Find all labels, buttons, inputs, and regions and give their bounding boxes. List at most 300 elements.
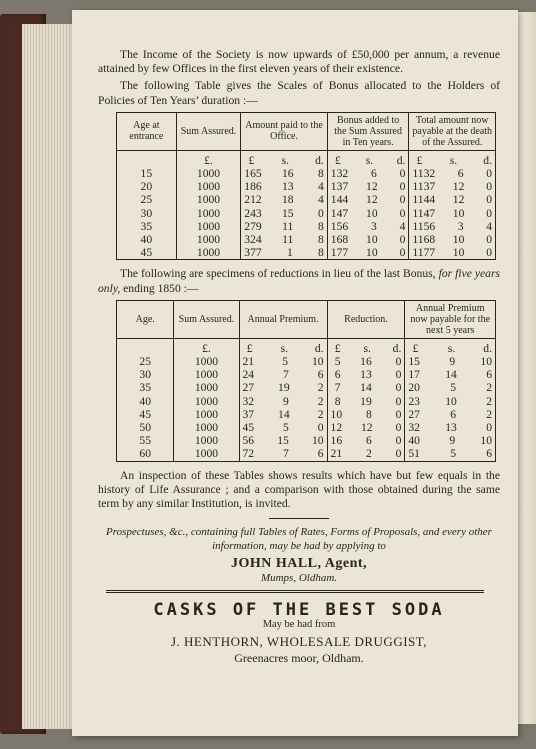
age-cell: 50: [117, 421, 174, 434]
total-cell-part: 1144: [412, 193, 436, 207]
now-payable-cell-part: 6: [450, 407, 456, 421]
total-cell: [409, 180, 496, 193]
amount-paid-cell: [241, 220, 328, 233]
amount-paid-cell-part: 11: [282, 219, 294, 233]
now-payable-cell-part: 6: [486, 368, 492, 382]
reductions-table-unit-label: s.: [363, 341, 371, 355]
now-payable-cell-part: 27: [408, 407, 420, 421]
now-payable-cell-part: 23: [408, 394, 420, 408]
sum-cell: 1000: [176, 233, 241, 246]
bonus-cell-part: 0: [399, 233, 406, 247]
amount-paid-cell-part: 0: [318, 206, 324, 220]
reductions-intro-end: ending 1850 :—: [123, 281, 199, 295]
double-rule: [106, 590, 484, 593]
col-annual-premium: Annual Premium.: [239, 300, 327, 338]
reduction-cell-part: 12: [330, 421, 343, 435]
col-sum-assured-2: Sum Assured.: [174, 300, 239, 338]
reduction-cell-part: 0: [395, 434, 402, 448]
total-cell: [409, 220, 496, 233]
total-cell-parts: [412, 167, 492, 180]
sum-cell: 1000: [174, 368, 239, 381]
reductions-table-unit-label: d.: [314, 341, 324, 355]
table-row: [117, 193, 496, 206]
reduction-cell-part: 21: [330, 447, 343, 461]
amount-paid-cell-part: 15: [281, 206, 294, 220]
amount-paid-cell-part: 13: [281, 180, 294, 194]
amount-paid-cell-part: 324: [244, 233, 262, 247]
premium-cell-parts: [243, 447, 324, 460]
bonus-table: [116, 112, 496, 261]
premium-cell-parts: [243, 368, 324, 381]
total-cell-part: 0: [486, 180, 492, 194]
amount-paid-cell-parts: [244, 193, 324, 206]
col-sum-assured: Sum Assured.: [176, 112, 241, 150]
total-cell-part: 1168: [412, 233, 436, 247]
now-payable-cell-part: 20: [408, 381, 420, 395]
sum-cell: 1000: [174, 381, 239, 394]
amount-paid-cell: [241, 193, 328, 206]
table-row: [117, 246, 496, 260]
reduction-cell-part: 6: [365, 434, 372, 448]
amount-paid-cell-part: 377: [244, 246, 262, 260]
now-payable-cell-part: 10: [480, 434, 492, 448]
income-paragraph: The Income of the Society is now upwards of £50,000 per annum, a revenue attained by few Offices in the first eleven years of their existence.: [98, 48, 500, 76]
sum-cell: 1000: [176, 220, 241, 233]
total-cell-part: 6: [457, 167, 464, 181]
premium-cell-parts: [243, 355, 324, 368]
amount-paid-cell-parts: [244, 246, 324, 259]
table-row: [117, 395, 496, 408]
table-row: [117, 233, 496, 246]
premium-cell-parts: [243, 421, 324, 434]
bonus-cell-part: 156: [330, 219, 349, 233]
bonus-cell: [327, 180, 409, 193]
total-cell-part: 1137: [412, 180, 436, 194]
reductions-table-unit-label: £: [412, 341, 419, 355]
reduction-cell-part: 6: [334, 368, 341, 382]
premium-cell-part: 19: [278, 381, 290, 395]
agent-name: JOHN HALL, Agent,: [230, 555, 368, 571]
reduction-cell-part: 14: [360, 381, 372, 395]
reduction-cell-parts: [331, 447, 402, 460]
bonus-table-unit-label: £: [248, 153, 255, 167]
bonus-cell-part: 132: [330, 167, 349, 181]
amount-paid-cell: [241, 180, 328, 193]
premium-cell-part: 7: [283, 447, 289, 461]
premium-cell-part: 6: [317, 447, 324, 461]
reductions-table-units-money: [405, 338, 496, 355]
total-cell-part: 10: [452, 206, 465, 220]
reduction-cell: [327, 368, 405, 381]
age-cell: 15: [117, 167, 177, 180]
reduction-cell-part: 0: [395, 394, 402, 408]
amount-paid-cell-part: 165: [244, 167, 262, 181]
reduction-cell: [327, 381, 405, 394]
reduction-cell: [327, 395, 405, 408]
bonus-cell-part: 168: [330, 233, 349, 247]
total-cell-part: 4: [486, 219, 492, 233]
premium-cell-parts: [243, 381, 324, 394]
premium-cell-part: 5: [283, 421, 289, 435]
amount-paid-cell: [241, 246, 328, 260]
now-payable-cell: [405, 434, 496, 447]
premium-cell: [239, 381, 327, 394]
page-content: [98, 48, 500, 665]
bonus-table-unit-label: s.: [449, 153, 458, 167]
age-cell: 30: [117, 368, 174, 381]
reduction-cell-part: 7: [334, 381, 341, 395]
bonus-cell: [327, 233, 409, 246]
page-stack-left: [22, 24, 74, 729]
total-cell-parts: [412, 193, 492, 206]
total-cell-part: 10: [452, 246, 465, 260]
now-payable-cell: [405, 355, 496, 368]
reductions-intro-paragraph: [98, 267, 500, 295]
now-payable-cell-part: 15: [408, 355, 420, 369]
reduction-cell-part: 16: [360, 355, 372, 369]
now-payable-cell-part: 17: [408, 368, 420, 382]
soda-advert-subtitle: May be had from: [262, 619, 336, 631]
now-payable-cell: [405, 408, 496, 421]
reductions-table: [116, 300, 496, 462]
reduction-cell: [327, 408, 405, 421]
reduction-cell-parts: [331, 368, 402, 381]
premium-cell-part: 21: [242, 355, 255, 369]
bonus-cell-part: 0: [399, 246, 406, 260]
bonus-table-units-money: [241, 150, 328, 167]
premium-cell-part: 6: [317, 368, 324, 382]
bonus-cell: [327, 193, 409, 206]
total-cell: [409, 246, 496, 260]
total-cell-part: 1147: [412, 206, 436, 220]
bonus-cell-part: 147: [330, 206, 349, 220]
reduction-cell-parts: [331, 421, 402, 434]
bonus-cell-part: 0: [399, 180, 406, 194]
bonus-table-unit-label: d.: [315, 153, 324, 167]
bonus-cell-part: 10: [366, 233, 378, 247]
reductions-table-units-sum: £.: [174, 338, 239, 355]
reductions-intro-italic: for five years only,: [98, 267, 501, 295]
bonus-table-units-sum: £.: [176, 150, 241, 167]
amount-paid-cell-part: 1: [286, 246, 293, 260]
premium-cell: [239, 368, 327, 381]
now-payable-cell-part: 2: [486, 394, 492, 408]
premium-cell-part: 2: [317, 381, 324, 395]
age-cell: 60: [117, 447, 174, 461]
bonus-table-units-row: [117, 150, 496, 167]
bonus-cell-part: 12: [366, 193, 378, 207]
age-cell: 35: [117, 381, 174, 394]
reduction-cell-part: 12: [360, 421, 373, 435]
reduction-cell: [327, 434, 405, 447]
reductions-table-units-money: [239, 338, 327, 355]
age-cell: 55: [117, 434, 174, 447]
table-row: [117, 421, 496, 434]
reduction-cell-part: 16: [330, 434, 343, 448]
premium-cell-part: 72: [242, 447, 255, 461]
sum-cell: 1000: [176, 246, 241, 260]
reduction-cell-parts: [331, 355, 402, 368]
total-cell-part: 1132: [412, 167, 436, 181]
druggist-address: Greenacres moor, Oldham.: [234, 650, 364, 665]
bonus-table-unit-label: d.: [483, 153, 492, 167]
premium-cell-part: 27: [242, 381, 255, 395]
now-payable-cell: [405, 381, 496, 394]
reductions-table-units-row: [117, 338, 496, 355]
sum-cell: 1000: [176, 180, 241, 193]
bonus-table-units-parts: [412, 154, 492, 167]
now-payable-cell-part: 5: [450, 447, 456, 461]
amount-paid-cell-part: 243: [244, 206, 262, 220]
amount-paid-cell-part: 186: [244, 180, 262, 194]
premium-cell: [239, 395, 327, 408]
sum-cell: 1000: [176, 207, 241, 220]
bonus-table-unit-label: £: [416, 153, 423, 167]
reductions-table-unit-label: s.: [447, 341, 456, 355]
total-cell-part: 3: [457, 219, 464, 233]
reductions-table-body: [117, 338, 496, 461]
bonus-cell-part: 0: [399, 206, 406, 220]
bonus-cell: [327, 167, 409, 180]
bonus-cell-part: 3: [371, 219, 377, 233]
now-payable-cell-parts: [408, 355, 492, 368]
reduction-cell-part: 10: [330, 407, 343, 421]
bonus-cell-part: 0: [399, 167, 406, 181]
total-cell-part: 0: [486, 167, 492, 181]
age-cell: 30: [117, 207, 177, 220]
now-payable-cell-part: 10: [445, 394, 457, 408]
bonus-cell-part: 6: [371, 167, 377, 181]
reductions-table-units-age: [117, 338, 174, 355]
now-payable-cell-part: 6: [486, 447, 492, 461]
bonus-table-units-money: [409, 150, 496, 167]
now-payable-cell-part: 9: [449, 355, 456, 369]
amount-paid-cell-part: 212: [244, 193, 262, 207]
total-cell-parts: [412, 246, 492, 259]
reduction-cell-part: 0: [395, 421, 402, 435]
reduction-cell-part: 0: [395, 355, 402, 369]
bonus-cell-part: 12: [366, 180, 378, 194]
now-payable-cell-part: 13: [445, 421, 457, 435]
bonus-cell-part: 144: [330, 193, 349, 207]
now-payable-cell-part: 32: [408, 421, 420, 435]
bonus-table-unit-label: d.: [396, 153, 406, 167]
bonus-table-units-parts: [331, 154, 406, 167]
age-cell: 25: [117, 355, 174, 368]
total-cell-part: 0: [486, 206, 492, 220]
total-cell-part: 0: [486, 193, 492, 207]
table-row: [117, 167, 496, 180]
premium-cell-part: 7: [283, 368, 289, 382]
age-cell: 25: [117, 193, 177, 206]
soda-advert-title: CASKS OF THE BEST SODA: [153, 600, 445, 621]
reductions-table-unit-label: s.: [280, 341, 289, 355]
bonus-intro-paragraph: The following Table gives the Scales of Bonus allocated to the Holders of Policies of Ten Years’ duration :—: [98, 79, 500, 107]
bonus-cell-parts: [331, 220, 406, 233]
premium-cell-part: 37: [242, 407, 255, 421]
table-row: [117, 447, 496, 461]
sum-cell: 1000: [174, 395, 239, 408]
reduction-cell-part: 0: [395, 368, 402, 382]
premium-cell: [239, 408, 327, 421]
amount-paid-cell: [241, 207, 328, 220]
reductions-table-unit-label: £: [246, 341, 253, 355]
premium-cell-part: 10: [311, 355, 324, 369]
now-payable-cell: [405, 395, 496, 408]
reductions-table-unit-label: d.: [392, 341, 402, 355]
amount-paid-cell-part: 8: [318, 167, 324, 181]
premium-cell-part: 32: [242, 394, 255, 408]
now-payable-cell-parts: [408, 447, 492, 460]
now-payable-cell-parts: [408, 381, 492, 394]
bonus-cell: [327, 246, 409, 260]
premium-cell: [239, 447, 327, 461]
amount-paid-cell-part: 11: [282, 233, 294, 247]
premium-cell-part: 14: [278, 407, 290, 421]
now-payable-cell: [405, 368, 496, 381]
sum-cell: 1000: [176, 193, 241, 206]
amount-paid-cell-part: 4: [318, 180, 324, 194]
total-cell: [409, 233, 496, 246]
now-payable-cell-parts: [408, 395, 492, 408]
reduction-cell-part: 0: [395, 381, 402, 395]
amount-paid-cell-part: 8: [317, 219, 324, 233]
premium-cell-part: 2: [317, 407, 324, 421]
premium-cell-part: 9: [283, 394, 289, 408]
bonus-cell-parts: [331, 233, 406, 246]
now-payable-cell-part: 10: [480, 355, 492, 369]
col-total-payable: Total amount now payable at the death of the Assured.: [409, 112, 496, 150]
bonus-cell-part: 0: [399, 193, 406, 207]
reductions-table-units-money: [327, 338, 405, 355]
now-payable-cell-part: 5: [450, 381, 456, 395]
table-row: [117, 180, 496, 193]
book-page: [72, 10, 518, 736]
agent-location: Mumps, Oldham.: [260, 571, 338, 584]
col-bonus-added: Bonus added to the Sum Assured in Ten years.: [327, 112, 409, 150]
col-amount-paid: Amount paid to the Office.: [241, 112, 328, 150]
total-cell-parts: [412, 220, 492, 233]
total-cell-part: 0: [486, 246, 492, 260]
reduction-cell-part: 5: [334, 355, 341, 369]
amount-paid-cell-parts: [244, 207, 324, 220]
sum-cell: 1000: [174, 408, 239, 421]
amount-paid-cell: [241, 167, 328, 180]
reduction-cell-part: 8: [334, 394, 341, 408]
reductions-table-units-parts: [331, 342, 402, 355]
bonus-cell-parts: [331, 246, 406, 259]
age-cell: 45: [117, 408, 174, 421]
age-cell: 20: [117, 180, 177, 193]
sum-cell: 1000: [174, 447, 239, 461]
now-payable-cell-part: 2: [486, 407, 492, 421]
total-cell-parts: [412, 233, 492, 246]
reduction-cell-part: 0: [395, 447, 402, 461]
total-cell-part: 12: [452, 193, 465, 207]
premium-cell-part: 45: [242, 421, 255, 435]
amount-paid-cell-part: 4: [318, 193, 324, 207]
premium-cell-parts: [243, 395, 324, 408]
bonus-table-units-age: [117, 150, 177, 167]
now-payable-cell: [405, 447, 496, 461]
premium-cell-part: 15: [277, 434, 289, 448]
total-cell-part: 12: [452, 180, 465, 194]
age-cell: 40: [117, 233, 177, 246]
inspection-paragraph: An inspection of these Tables shows results which have but few equals in the history of Life Assurance ; and a comparison with those obtained during the same term by any similar Institution, is invited.: [98, 468, 500, 511]
sum-cell: 1000: [176, 167, 241, 180]
bonus-cell-part: 177: [330, 246, 349, 260]
total-cell: [409, 193, 496, 206]
premium-cell-part: 2: [317, 394, 324, 408]
premium-cell-parts: [243, 408, 324, 421]
reduction-cell-part: 13: [360, 368, 372, 382]
amount-paid-cell-parts: [244, 220, 324, 233]
table-row: [117, 381, 496, 394]
premium-cell: [239, 434, 327, 447]
amount-paid-cell-parts: [244, 180, 324, 193]
sum-cell: 1000: [174, 355, 239, 368]
reductions-table-unit-label: £: [334, 341, 341, 355]
now-payable-cell: [405, 421, 496, 434]
reductions-intro-text: The following are specimens of reductions in lieu of the last Bonus,: [120, 267, 436, 281]
table-row: [117, 368, 496, 381]
total-cell-part: 0: [486, 233, 492, 247]
age-cell: 35: [117, 220, 177, 233]
amount-paid-cell: [241, 233, 328, 246]
premium-cell-part: 0: [317, 421, 324, 435]
bonus-cell-part: 10: [366, 246, 378, 260]
amount-paid-cell-part: 8: [318, 246, 324, 260]
now-payable-cell-part: 14: [445, 368, 457, 382]
table-row: [117, 434, 496, 447]
now-payable-cell-part: 9: [449, 434, 456, 448]
now-payable-cell-parts: [408, 368, 492, 381]
total-cell-parts: [412, 207, 492, 220]
reductions-table-units-parts: [408, 342, 492, 355]
col-reduction: Reduction.: [327, 300, 405, 338]
reduction-cell-parts: [331, 381, 402, 394]
bonus-table-unit-label: £: [335, 153, 341, 167]
total-cell-part: 1177: [412, 246, 436, 260]
table-row: [117, 207, 496, 220]
premium-cell-part: 5: [282, 355, 289, 369]
total-cell-parts: [412, 180, 492, 193]
now-payable-cell-part: 40: [408, 434, 420, 448]
total-cell: [409, 207, 496, 220]
age-cell: 40: [117, 395, 174, 408]
premium-cell: [239, 355, 327, 368]
total-cell: [409, 167, 496, 180]
short-divider: [269, 518, 329, 519]
reduction-cell: [327, 447, 405, 461]
sum-cell: 1000: [174, 434, 239, 447]
bonus-table-body: [117, 150, 496, 260]
bonus-cell-part: 137: [330, 180, 349, 194]
reduction-cell-part: 0: [395, 407, 402, 421]
premium-cell-part: 24: [242, 368, 255, 382]
druggist-name: J. HENTHORN, WHOLESALE DRUGGIST,: [170, 633, 427, 649]
now-payable-cell-part: 2: [486, 381, 492, 395]
amount-paid-cell-part: 18: [281, 193, 294, 207]
bonus-cell-parts: [331, 180, 406, 193]
amount-paid-cell-part: 279: [244, 219, 262, 233]
premium-cell-part: 56: [242, 434, 255, 448]
sum-cell: 1000: [174, 421, 239, 434]
bonus-cell: [327, 207, 409, 220]
amount-paid-cell-parts: [244, 167, 324, 180]
col-age: Age.: [117, 300, 174, 338]
table-row: [117, 355, 496, 368]
